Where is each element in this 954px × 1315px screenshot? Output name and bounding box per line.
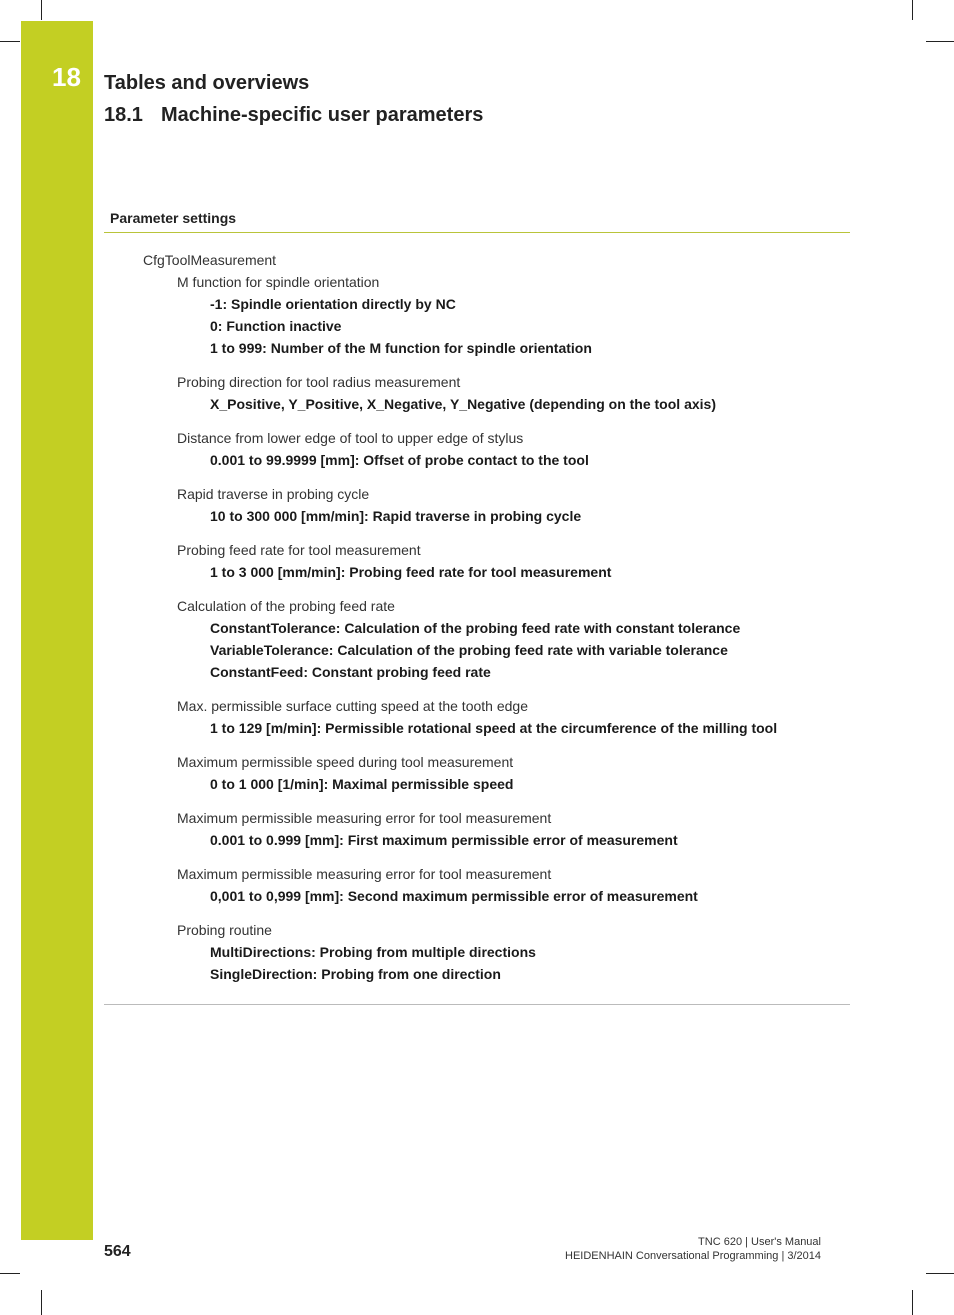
- parameter-group: [143, 919, 850, 985]
- section-number: 18.1: [104, 104, 143, 126]
- parameter-option: 0.001 to 0.999 [mm]: First maximum permissible error of measurement: [210, 832, 678, 848]
- divider: [104, 232, 850, 233]
- footer-line: TNC 620 | User's Manual: [698, 1236, 821, 1248]
- parameter-option: 1 to 129 [m/min]: Permissible rotational speed at the circumference of the milling tool: [210, 720, 778, 736]
- parameter-heading: Parameter settings: [110, 210, 237, 226]
- chapter-number: 18: [52, 62, 81, 92]
- parameter-label: Maximum permissible measuring error for tool measurement: [177, 866, 552, 882]
- crop-mark: [41, 0, 42, 20]
- parameter-option: 10 to 300 000 [mm/min]: Rapid traverse in probing cycle: [210, 508, 582, 524]
- parameter-option: 0: Function inactive: [210, 318, 342, 334]
- root-parameter: CfgToolMeasurement: [143, 252, 277, 268]
- parameter-option: ConstantTolerance: Calculation of the probing feed rate with constant tolerance: [210, 620, 741, 636]
- section-title-text: Machine-specific user parameters: [161, 104, 484, 126]
- parameter-option: ConstantFeed: Constant probing feed rate: [210, 664, 491, 680]
- parameter-group: [143, 271, 850, 359]
- parameter-option: VariableTolerance: Calculation of the probing feed rate with variable tolerance: [210, 642, 728, 658]
- parameter-group: [143, 751, 850, 795]
- parameter-list: [143, 249, 850, 985]
- parameter-label: Maximum permissible measuring error for tool measurement: [177, 810, 552, 826]
- parameter-option: 0 to 1 000 [1/min]: Maximal permissible speed: [210, 776, 514, 792]
- parameter-option: 0,001 to 0,999 [mm]: Second maximum permissible error of measurement: [210, 888, 698, 904]
- parameter-group: [143, 427, 850, 471]
- crop-mark: [0, 1273, 20, 1274]
- parameter-group: [143, 539, 850, 583]
- chapter-title: Tables and overviews: [104, 72, 310, 94]
- parameter-option: 1 to 3 000 [mm/min]: Probing feed rate for tool measurement: [210, 564, 612, 580]
- parameter-label: Probing feed rate for tool measurement: [177, 542, 421, 558]
- parameter-option: X_Positive, Y_Positive, X_Negative, Y_Negative (depending on the tool axis): [210, 396, 716, 412]
- parameter-label: Maximum permissible speed during tool measurement: [177, 754, 514, 770]
- parameter-label: Probing routine: [177, 922, 272, 938]
- parameter-label: Max. permissible surface cutting speed at the tooth edge: [177, 698, 528, 714]
- parameter-group: [143, 371, 850, 415]
- page-number: 564: [104, 1243, 131, 1260]
- crop-mark: [926, 1273, 954, 1274]
- parameter-option: SingleDirection: Probing from one direction: [210, 966, 501, 982]
- parameter-group: [143, 595, 850, 683]
- parameter-group: [143, 695, 850, 739]
- parameter-label: Probing direction for tool radius measurement: [177, 374, 461, 390]
- crop-mark: [0, 41, 20, 42]
- parameter-option: MultiDirections: Probing from multiple directions: [210, 944, 536, 960]
- section-title: [104, 104, 483, 127]
- parameter-option: 0.001 to 99.9999 [mm]: Offset of probe contact to the tool: [210, 452, 589, 468]
- crop-mark: [926, 41, 954, 42]
- parameter-option: -1: Spindle orientation directly by NC: [210, 296, 456, 312]
- crop-mark: [912, 1290, 913, 1315]
- chapter-tab-bar: [21, 21, 93, 1240]
- footer-line: HEIDENHAIN Conversational Programming | 3/2014: [565, 1250, 821, 1262]
- parameter-label: M function for spindle orientation: [177, 274, 380, 290]
- parameter-group: [143, 483, 850, 527]
- crop-mark: [41, 1290, 42, 1315]
- parameter-label: Calculation of the probing feed rate: [177, 598, 395, 614]
- footer-text: [565, 1235, 821, 1263]
- parameter-group: [143, 863, 850, 907]
- parameter-label: Rapid traverse in probing cycle: [177, 486, 370, 502]
- divider: [104, 1004, 850, 1005]
- parameter-option: 1 to 999: Number of the M function for spindle orientation: [210, 340, 592, 356]
- crop-mark: [912, 0, 913, 20]
- parameter-group: [143, 807, 850, 851]
- parameter-label: Distance from lower edge of tool to upper edge of stylus: [177, 430, 524, 446]
